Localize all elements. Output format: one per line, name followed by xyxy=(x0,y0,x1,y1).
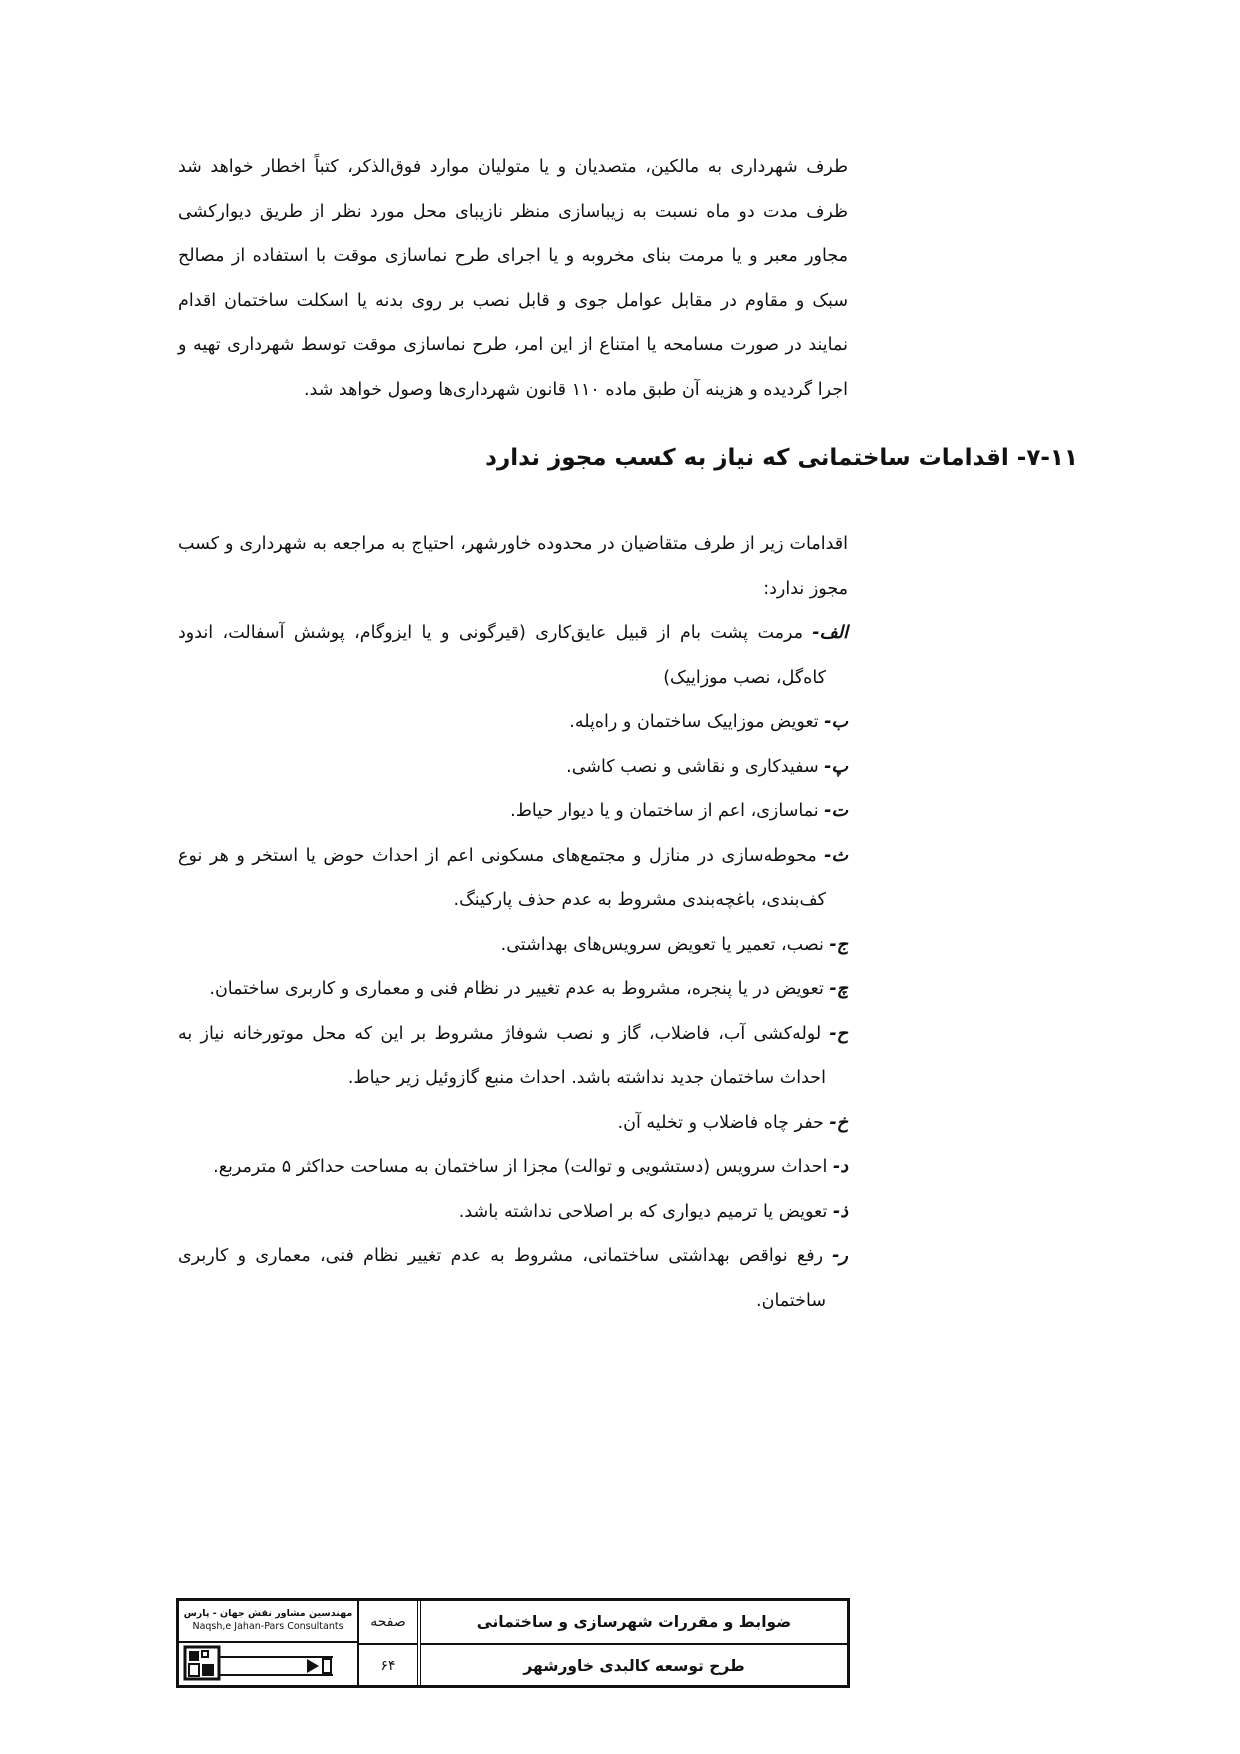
org-name-en: Naqsh,e Jahan-Pars Consultants xyxy=(192,1621,344,1632)
footer-project: طرح توسعه کالبدی خاورشهر xyxy=(421,1643,847,1687)
page-number: ۶۴ xyxy=(359,1643,417,1687)
section-intro: اقدامات زیر از طرف متقاضیان در محدوده خاورشهر، احتیاج به مراجعه به شهرداری و کسب مجوز ندارد: xyxy=(178,534,848,599)
page-footer xyxy=(176,1598,850,1688)
footer-title: ضوابط و مقررات شهرسازی و ساختمانی xyxy=(476,1613,792,1631)
item-text: مرمت پشت بام از قبیل عایق‌کاری (قیرگونی و یا ایزوگام، پوشش آسفالت، اندود کاه‌گل، نصب موزاییک) xyxy=(178,623,826,688)
item-marker: ج- xyxy=(829,934,848,955)
consultants-logo-icon xyxy=(183,1645,343,1681)
footer-org-cell xyxy=(179,1601,357,1685)
section-body xyxy=(178,522,848,1323)
item-marker: ت- xyxy=(824,801,848,821)
org-name xyxy=(179,1601,357,1643)
item-text: تعویض در یا پنجره، مشروط به عدم تغییر در نظام فنی و معماری و کاربری ساختمان. xyxy=(209,979,830,999)
item-marker: الف- xyxy=(812,623,848,643)
page-label: صفحه xyxy=(370,1614,406,1630)
item-text: نماسازی، اعم از ساختمان و یا دیوار حیاط. xyxy=(510,801,825,821)
item-text: لوله‌کشی آب، فاضلاب، گاز و نصب شوفاژ مشروط بر این که محل موتورخانه نیاز به احداث ساختمان جدید نداشته باشد. احداث منبع گازوئیل زیر حیاط. xyxy=(178,1023,830,1088)
item-text: حفر چاه فاضلاب و تخلیه آن. xyxy=(617,1112,830,1133)
item-text: احداث سرویس (دستشویی و توالت) مجزا از ساختمان به مساحت حداکثر ۵ مترمربع. xyxy=(213,1157,833,1177)
item-marker: خ- xyxy=(829,1112,848,1133)
list-item xyxy=(178,1190,848,1235)
item-marker: ذ- xyxy=(832,1201,848,1222)
item-text: تعویض یا ترمیم دیواری که بر اصلاحی نداشته باشد. xyxy=(458,1201,833,1222)
list-item xyxy=(178,967,848,1012)
item-text: رفع نواقص بهداشتی ساختمانی، مشروط به عدم تغییر نظام فنی، معماری و کاربری ساختمان. xyxy=(178,1246,833,1311)
item-text: سفیدکاری و نقاشی و نصب کاشی. xyxy=(566,756,825,777)
list-item xyxy=(178,923,848,968)
intro-section xyxy=(178,145,848,412)
list-item xyxy=(178,1234,848,1323)
intro-paragraph: طرف شهرداری به مالکین، متصدیان و یا متولیان موارد فوق‌الذکر، کتباً اخطار خواهد شد ظرف مدت دو ماه نسبت به زیباسازی منظر نازیبای محل مورد نظر از طریق دیوارکشی مجاور معبر و یا مرمت بنای مخروبه و یا اجرای طرح نماسازی موقت با استفاده از مصالح سبک و مقاوم در مقابل عوامل جوی و قابل نصب بر روی بدنه یا اسکلت ساختمان اقدام نمایند در صورت مسامحه یا امتناع از این امر، طرح نماسازی موقت توسط شهرداری تهیه و اجرا گردیده و هزینه آن طبق ماده ۱۱۰ قانون شهرداری‌ها وصول خواهد شد. xyxy=(178,157,848,400)
section-heading: ۷-۱۱- اقدامات ساختمانی که نیاز به کسب مجوز ندارد xyxy=(485,445,1078,471)
item-text: نصب، تعمیر یا تعویض سرویس‌های بهداشتی. xyxy=(500,934,830,955)
list-item xyxy=(178,1012,848,1101)
item-text: تعویض موزاییک ساختمان و راه‌پله. xyxy=(569,712,825,732)
item-marker: ب- xyxy=(824,712,848,732)
list-item xyxy=(178,700,848,745)
exempt-actions-list xyxy=(178,611,848,1323)
item-text: محوطه‌سازی در منازل و مجتمع‌های مسکونی اعم از احداث حوض یا استخر و هر نوع کف‌بندی، باغچه‌بندی مشروط به عدم حذف پارکینگ. xyxy=(178,845,826,910)
list-item xyxy=(178,745,848,790)
footer-title-cell xyxy=(417,1601,847,1685)
list-item xyxy=(178,1101,848,1146)
list-item xyxy=(178,1145,848,1190)
list-item xyxy=(178,611,848,700)
item-marker: ر- xyxy=(832,1246,848,1266)
item-marker: پ- xyxy=(824,756,848,777)
org-name-fa: مهندسین مشاور نقش جهان - پارس xyxy=(183,1608,353,1619)
item-marker: ث- xyxy=(824,845,848,866)
footer-page-cell xyxy=(357,1601,417,1685)
list-item xyxy=(178,789,848,834)
item-marker: چ- xyxy=(829,979,848,999)
item-marker: ح- xyxy=(829,1023,848,1044)
item-marker: د- xyxy=(832,1157,848,1177)
list-item xyxy=(178,834,848,923)
